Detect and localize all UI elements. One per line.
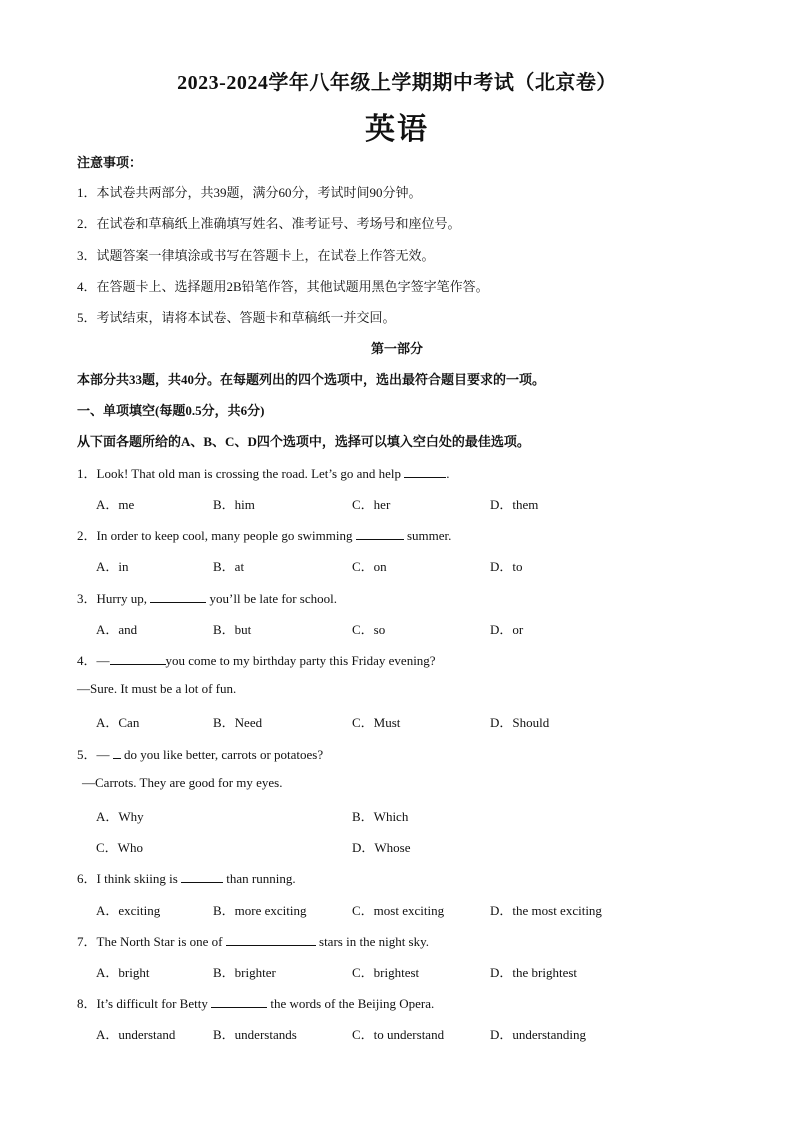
option-c: C．brightest [352,965,420,980]
option-a: A．me [96,497,135,512]
notice-item: 3．试题答案一律填涂或书写在答题卡上，在试卷上作答无效。 [77,248,435,263]
question-stem-end: you come to my birthday party this Friday evening? [165,653,436,668]
option-c: C．most exciting [352,903,445,918]
question-3 [77,588,337,607]
option-d: D．the most exciting [490,903,602,918]
question-stem: 4．— [77,653,110,668]
question-7 [77,931,429,950]
option-c: C．Who [96,840,143,855]
option-c: C．on [352,559,387,574]
option-d: D．them [490,497,539,512]
question-stem-end: . [446,466,450,481]
answer-blank [356,527,404,540]
question-stem-end: do you like better, carrots or potatoes? [120,747,324,762]
question-stem-end: summer. [403,528,452,543]
notice-item: 2．在试卷和草稿纸上准确填写姓名、准考证号、考场号和座位号。 [77,216,461,231]
answer-blank [404,465,446,478]
answer-blank [150,590,206,603]
notice-heading: 注意事项： [77,155,143,170]
question-reply: —Carrots. They are good for my eyes. [82,775,283,790]
option-b: B．understands [213,1027,297,1042]
option-b: B．brighter [213,965,276,980]
part-intro: 本部分共33题，共40分。在每题列出的四个选项中，选出最符合题目要求的一项。 [77,372,546,387]
option-c: C．so [352,622,386,637]
question-stem: 3．Hurry up, [77,591,151,606]
option-d: D．to [490,559,523,574]
option-b: B．Which [352,809,409,824]
option-c: C．Must [352,715,401,730]
question-6 [77,868,296,887]
option-b: B．Need [213,715,263,730]
option-d: D．Should [490,715,550,730]
option-a: A．Why [96,809,144,824]
question-stem: 2．In order to keep cool, many people go swimming [77,528,356,543]
question-4 [77,650,436,669]
option-c: C．her [352,497,391,512]
question-stem: 6．I think skiing is [77,871,182,886]
question-stem-end: the words of the Beijing Opera. [267,996,435,1011]
question-stem: 5．— [77,747,113,762]
question-stem-end: stars in the night sky. [315,934,430,949]
option-b: B．at [213,559,245,574]
option-a: A．in [96,559,129,574]
option-b: B．more exciting [213,903,307,918]
option-a: A．and [96,622,138,637]
section-instruction: 从下面各题所给的A、B、C、D四个选项中，选择可以填入空白处的最佳选项。 [77,434,530,449]
question-stem: 8．It’s difficult for Betty [77,996,212,1011]
answer-blank [181,870,223,883]
option-b: B．him [213,497,255,512]
answer-blank [113,746,121,759]
notice-item: 5．考试结束，请将本试卷、答题卡和草稿纸一并交回。 [77,310,396,325]
answer-blank [226,933,316,946]
option-a: A．Can [96,715,140,730]
answer-blank [211,995,267,1008]
question-2 [77,525,451,544]
option-b: B．but [213,622,252,637]
option-a: A．exciting [96,903,161,918]
question-5 [77,744,323,763]
option-d: D．understanding [490,1027,587,1042]
option-c: C．to understand [352,1027,445,1042]
option-d: D．Whose [352,840,411,855]
option-a: A．understand [96,1027,176,1042]
answer-blank [110,652,166,665]
section-title: 一、单项填空(每题0.5分，共6分) [77,403,265,418]
question-stem: 7．The North Star is one of [77,934,226,949]
question-1 [77,463,449,482]
option-d: D．the brightest [490,965,578,980]
part-heading: 第一部分 [370,341,423,356]
question-stem: 1．Look! That old man is crossing the road. Let’s go and help [77,466,405,481]
option-d: D．or [490,622,524,637]
question-reply: —Sure. It must be a lot of fun. [77,681,237,696]
question-stem-end: than running. [223,871,296,886]
exam-title: 2023-2024学年八年级上学期期中考试（北京卷） [177,72,617,94]
exam-subject: 英语 [365,113,429,146]
question-8 [77,993,434,1012]
notice-item: 1．本试卷共两部分，共39题，满分60分，考试时间90分钟。 [77,185,422,200]
option-a: A．bright [96,965,150,980]
question-stem-end: you’ll be late for school. [206,591,337,606]
notice-item: 4．在答题卡上、选择题用2B铅笔作答，其他试题用黑色字签字笔作答。 [77,279,489,294]
